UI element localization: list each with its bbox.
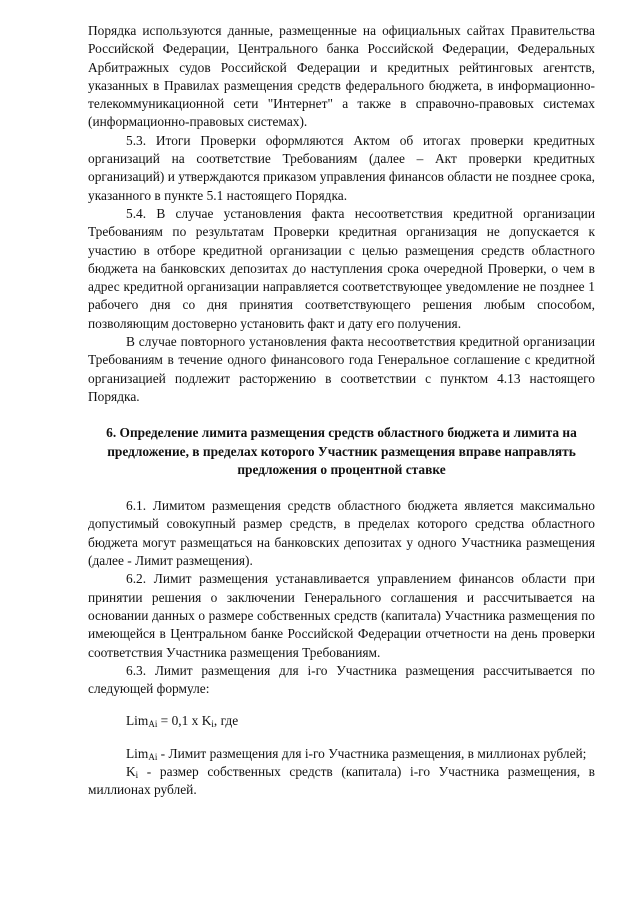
intro-paragraph: Порядка используются данные, размещенные на официальных сайтах Правительства Российской Федерации, Центрального банка Российской Федерации, Федеральных Арбитражных судов Российской Федерации и кредитных рейтинговых агентств, указанных в Правилах размещения средств федерального бюджета, в информационно-телекоммуникационной сети "Интернет" а также в справочно-правовых системах (информационно-правовых системах). (88, 23, 595, 130)
paragraph-6-1: 6.1. Лимитом размещения средств областного бюджета является максимально допустимый совокупный размер средств, в пределах которого средства областного бюджета могут размещаться на банковских депозитах у одного Участника размещения (далее - Лимит размещения). (88, 498, 595, 569)
formula-lim-subscript: Ai (148, 719, 158, 730)
paragraph-5-3: 5.3. Итоги Проверки оформляются Актом об итогах проверки кредитных организаций на соответствие Требованиям (далее – Акт проверки кредитных организаций) и утверждаются приказом управления финансов области не позднее срока, указанного в пункте 5.1 настоящего Порядка. (88, 132, 595, 203)
definition-lim (88, 745, 595, 763)
section-6-heading: 6. Определение лимита размещения средств областного бюджета и лимита на предложение, в пределах которого Участник размещения вправе направлять предложения о процентной ставке (106, 425, 577, 477)
document-body (88, 22, 595, 800)
formula-k-subscript: i (211, 719, 214, 730)
formula-tail: , где (213, 713, 239, 729)
paragraph-repeat-violation: В случае повторного установления факта несоответствия кредитной организации Требованиям в течение одного финансового года Генеральное соглашение с кредитной организацией подлежит расторжению в соответствии с пунктом 4.13 настоящего Порядка. (88, 334, 595, 404)
definition-k-symbol: K (126, 763, 136, 779)
paragraph-5-4: 5.4. В случае установления факта несоответствия кредитной организации Требованиям по результатам Проверки кредитная организация не допускается к участию в отборе кредитной организации с целью размещения средств областного бюджета на банковских депозитах до наступления срока очередной Проверки, о чем в адрес кредитной организации направляется соответствующее уведомление не позднее 1 рабочего дня со дня принятия соответствующего решения любым способом, позволяющим достоверно установить факт и дату его получения. (88, 205, 595, 331)
definition-lim-subscript: Ai (148, 751, 158, 762)
limit-formula (126, 712, 595, 730)
formula-lim: Lim (126, 713, 149, 729)
formula-rhs: = 0,1 x K (157, 713, 212, 729)
definition-k-text: - размер собственных средств (капитала) i-го Участника размещения, в миллионах рублей. (88, 763, 595, 798)
definition-lim-text: - Лимит размещения для i-го Участника размещения, в миллионах рублей; (157, 745, 587, 761)
definition-k-subscript: i (135, 769, 139, 780)
definition-k (88, 763, 595, 800)
definition-lim-symbol: Lim (126, 745, 149, 761)
paragraph-6-2: 6.2. Лимит размещения устанавливается управлением финансов области при принятии решения о заключении Генерального соглашения и рассчитывается на основании данных о размере собственных средств (капитала) Участника размещения по имеющейся в Центральном банке Российской Федерации отчетности на день проверки соответствия Участника размещения Требованиям. (88, 571, 595, 660)
paragraph-6-3: 6.3. Лимит размещения для i-го Участника размещения рассчитывается по следующей формуле: (88, 662, 595, 697)
